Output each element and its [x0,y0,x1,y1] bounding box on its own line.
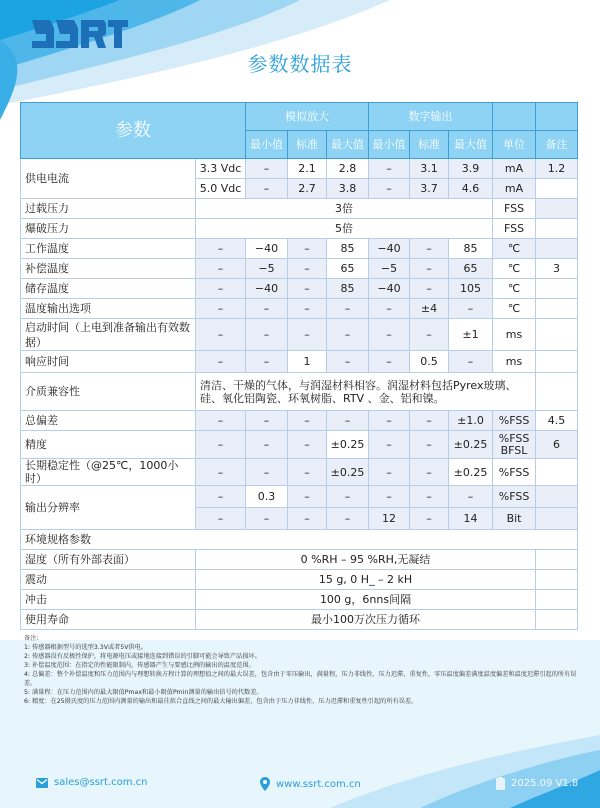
cell-digital-max: – [449,486,493,508]
cell-analog-min: – [246,179,288,199]
cell-unit: mA [493,179,536,199]
cell-digital-std: 3.7 [410,179,449,199]
cell-sub: – [196,486,246,508]
cell-unit: ℃ [493,259,536,279]
table-row-accuracy [21,431,578,459]
footnotes-title: 备注: [24,635,39,642]
cell-sub: – [196,259,246,279]
table-row-humidity [21,550,578,570]
cell-sub: – [196,431,246,459]
cell-unit: ms [493,351,536,373]
cell-digital-std: – [410,459,449,486]
cell-note [536,486,578,508]
cell-analog-min: – [246,459,288,486]
table-row-shock [21,590,578,610]
cell-unit: Bit [493,508,536,530]
cell-analog-max: ±0.25 [327,459,369,486]
cell-analog-min: – [246,351,288,373]
cell-analog-std: – [288,411,327,431]
cell-digital-min: – [369,319,410,351]
cell-sub: – [196,299,246,319]
cell-digital-min: – [369,179,410,199]
row-label: 储存温度 [21,279,196,299]
row-label: 温度输出选项 [21,299,196,319]
cell-value: 最小100万次压力循环 [196,610,536,630]
cell-analog-std: – [288,319,327,351]
footnote-item: 4: 总偏差：整个补偿温度和压力范围内与理想转换方程计算的理想值之间的最大误差，包含由于零压输出，满量程，压力非线性，压力迟滞，重复性，零压温度偏差满度温度偏差和温度迟滞引起的所有误差。 [24,671,577,687]
cell-note [536,459,578,486]
cell-analog-max: – [327,299,369,319]
cell-digital-std: ±4 [410,299,449,319]
cell-note [536,550,578,570]
cell-digital-std: – [410,319,449,351]
table-row-total-error [21,411,578,431]
header-note-top [536,103,578,131]
header-note: 备注 [536,131,578,159]
section-label: 环境规格参数 [21,530,578,550]
cell-note [536,351,578,373]
location-pin-icon [260,777,270,791]
header-analog-std: 标准 [288,131,327,159]
cell-digital-min: – [369,351,410,373]
cell-note [536,319,578,351]
cell-unit: FSS [493,199,536,219]
cell-note [536,610,578,630]
cell-digital-max: 3.9 [449,159,493,179]
table-row-life [21,610,578,630]
row-label: 精度 [21,431,196,459]
cell-note: 1.2 [536,159,578,179]
cell-digital-min: – [369,411,410,431]
table-row-op-temp [21,239,578,259]
cell-analog-max: – [327,411,369,431]
header-unit: 单位 [493,131,536,159]
cell-analog-min: −40 [246,279,288,299]
header-analog: 模拟放大 [246,103,369,131]
row-label: 使用寿命 [21,610,196,630]
cell-note [536,239,578,259]
header-digital-max: 最大值 [449,131,493,159]
row-label: 工作温度 [21,239,196,259]
page-title: 参数数据表 [247,52,353,76]
row-label: 介质兼容性 [21,373,196,411]
cell-analog-std: – [288,279,327,299]
cell-note [536,508,578,530]
cell-unit: ℃ [493,279,536,299]
header-analog-min: 最小值 [246,131,288,159]
cell-unit: ℃ [493,239,536,259]
cell-value: 100 g，6nns间隔 [196,590,536,610]
row-label: 湿度（所有外部表面） [21,550,196,570]
header-digital: 数字输出 [369,103,493,131]
footnote-item: 6: 精度：在25摄氏度的压力范围内测量的输出和最佳拟合直线之间的最大输出偏差，包含由于压力非线性，压力迟滞和重复性引起的所有误差。 [24,698,418,705]
cell-digital-max: 65 [449,259,493,279]
cell-analog-min: – [246,299,288,319]
row-label: 冲击 [21,590,196,610]
cell-analog-std: – [288,239,327,259]
header-digital-std: 标准 [410,131,449,159]
cell-note [536,373,578,411]
document-icon [496,777,505,790]
table-row-storage-temp [21,279,578,299]
cell-digital-min: – [369,486,410,508]
cell-note [536,570,578,590]
cell-analog-max: ±0.25 [327,431,369,459]
cell-sub: – [196,351,246,373]
cell-digital-min: −5 [369,259,410,279]
footnotes [24,634,584,706]
table-row-burst [21,219,578,239]
footnote-item: 5: 满量程：在压力范围内的最大限值Pmax和最小限值Pmin测量的输出信号的代数差。 [24,689,263,696]
table-row-overload [21,199,578,219]
row-label: 总偏差 [21,411,196,431]
cell-analog-max: 65 [327,259,369,279]
email-link[interactable]: sales@ssrt.com.cn [54,777,148,788]
cell-analog-max: – [327,508,369,530]
cell-digital-max: – [449,299,493,319]
cell-note [536,279,578,299]
cell-unit: FSS [493,219,536,239]
cell-analog-min: – [246,319,288,351]
cell-analog-min: – [246,508,288,530]
cell-analog-std: – [288,299,327,319]
cell-note [536,590,578,610]
cell-analog-std: – [288,259,327,279]
row-label: 震动 [21,570,196,590]
spec-table [20,102,578,630]
row-label: 响应时间 [21,351,196,373]
cell-digital-max: 105 [449,279,493,299]
cell-digital-std: – [410,486,449,508]
cell-note [536,219,578,239]
cell-value: 清洁、干燥的气体，与润湿材料相容。润湿材料包括Pyrex玻璃、硅、氧化铝陶瓷、环氧树脂、RTV 、金、铝和镍。 [196,373,536,411]
table-row-vibration [21,570,578,590]
cell-analog-std: 1 [288,351,327,373]
cell-sub: – [196,508,246,530]
cell-note [536,199,578,219]
footer-website[interactable] [260,777,361,791]
row-label: 过载压力 [21,199,196,219]
cell-sub: 5.0 Vdc [196,179,246,199]
cell-analog-min: – [246,411,288,431]
cell-digital-std: – [410,508,449,530]
cell-value: 5倍 [196,219,493,239]
row-label: 补偿温度 [21,259,196,279]
cell-unit: %FSS [493,486,536,508]
cell-analog-std: 2.7 [288,179,327,199]
table-row-media [21,373,578,411]
footnote-item: 3: 补偿温度范围：在指定的性能限制内，传感器产生与要感比例的输出的温度范围。 [24,662,255,669]
cell-sub: – [196,279,246,299]
cell-digital-std: 0.5 [410,351,449,373]
cell-digital-max: – [449,351,493,373]
table-row-stability [21,459,578,486]
cell-digital-min: −40 [369,239,410,259]
cell-digital-max: 14 [449,508,493,530]
cell-analog-max: 85 [327,279,369,299]
cell-analog-max: – [327,319,369,351]
cell-digital-std: – [410,239,449,259]
cell-digital-min: 12 [369,508,410,530]
row-label: 输出分辨率 [21,486,196,530]
cell-digital-max: 85 [449,239,493,259]
row-label: 长期稳定性（@25℃，1000小时） [21,459,196,486]
cell-analog-std: – [288,459,327,486]
cell-analog-min: – [246,159,288,179]
cell-analog-max: 85 [327,239,369,259]
table-row-resolution-1 [21,486,578,508]
cell-analog-std: – [288,486,327,508]
cell-sub: – [196,239,246,259]
cell-digital-max: ±1.0 [449,411,493,431]
version-text: 2025.09 V1.8 [511,778,579,789]
cell-sub: – [196,319,246,351]
cell-digital-std: – [410,431,449,459]
cell-unit: %FSS BFSL [493,431,536,459]
table-row-comp-temp [21,259,578,279]
cell-analog-min: −5 [246,259,288,279]
cell-value: 3倍 [196,199,493,219]
row-label: 供电电流 [21,159,196,199]
cell-digital-min: – [369,459,410,486]
cell-digital-std: – [410,411,449,431]
cell-unit: %FSS [493,459,536,486]
table-row-env-header [21,530,578,550]
cell-note: 4.5 [536,411,578,431]
row-label: 爆破压力 [21,219,196,239]
cell-note: 3 [536,259,578,279]
cell-digital-max: ±0.25 [449,459,493,486]
header-digital-min: 最小值 [369,131,410,159]
cell-digital-max: ±0.25 [449,431,493,459]
cell-digital-min: – [369,159,410,179]
cell-digital-min: – [369,299,410,319]
table-row-supply-3v3 [21,159,578,179]
footnote-item: 2: 传感器没有反极性保护，将电源电压或接地连接到错误的引脚可能会导致产品损坏。 [24,653,261,660]
footnote-item: 1: 传感器根据型号的选型3.3V或者5V供电。 [24,644,148,651]
header-analog-max: 最大值 [327,131,369,159]
cell-analog-max: – [327,486,369,508]
footer-email[interactable] [36,777,147,788]
cell-analog-max: 3.8 [327,179,369,199]
cell-unit: %FSS [493,411,536,431]
mail-icon [36,778,48,788]
cell-sub: – [196,411,246,431]
cell-analog-max: – [327,351,369,373]
table-row-response [21,351,578,373]
table-row-temp-output [21,299,578,319]
cell-digital-std: – [410,279,449,299]
cell-value: 15 g, 0 H_ – 2 kH [196,570,536,590]
cell-digital-std: – [410,259,449,279]
cell-analog-std: 2.1 [288,159,327,179]
cell-digital-min: – [369,431,410,459]
cell-sub: – [196,459,246,486]
row-label: 启动时间（上电到准备输出有效数据） [21,319,196,351]
cell-note: 6 [536,431,578,459]
cell-analog-max: 2.8 [327,159,369,179]
footer [0,774,600,794]
table-row-startup [21,319,578,351]
cell-analog-min: – [246,431,288,459]
cell-digital-min: −40 [369,279,410,299]
cell-analog-std: – [288,508,327,530]
cell-digital-max: ±1 [449,319,493,351]
header-param: 参数 [21,103,246,159]
cell-analog-min: 0.3 [246,486,288,508]
cell-value: 0 %RH – 95 %RH,无凝结 [196,550,536,570]
cell-sub: 3.3 Vdc [196,159,246,179]
cell-unit: ms [493,319,536,351]
cell-digital-std: 3.1 [410,159,449,179]
cell-note [536,299,578,319]
website-link[interactable]: www.ssrt.com.cn [276,778,361,790]
cell-unit: mA [493,159,536,179]
cell-digital-max: 4.6 [449,179,493,199]
cell-analog-min: −40 [246,239,288,259]
cell-note [536,179,578,199]
cell-analog-std: – [288,431,327,459]
footer-version [496,777,578,790]
header-unit-top [493,103,536,131]
cell-unit: ℃ [493,299,536,319]
